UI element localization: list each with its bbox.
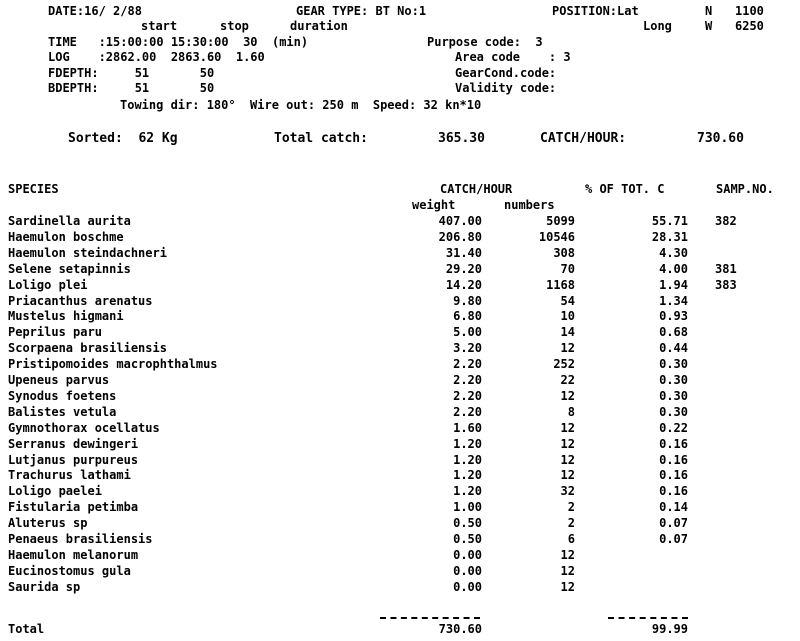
weight-value: 1.60	[453, 421, 482, 435]
species-name: Haemulon melanorum	[8, 548, 139, 562]
pct-value: 0.16	[659, 468, 688, 482]
stop-column-label: stop	[220, 19, 249, 33]
weight-value: 0.00	[453, 564, 482, 578]
species-name: Synodus foetens	[8, 389, 117, 403]
weight-total-rule	[380, 617, 480, 619]
numbers-header: numbers	[504, 198, 555, 212]
weight-value: 1.00	[453, 500, 482, 514]
numbers-value: 8	[567, 405, 575, 419]
species-header: SPECIES	[8, 182, 59, 196]
samp-no-value: 381	[715, 262, 737, 276]
pct-value: 0.16	[659, 453, 688, 467]
species-name: Balistes vetula	[8, 405, 117, 419]
weight-value: 0.00	[453, 548, 482, 562]
species-name: Loligo paelei	[8, 484, 102, 498]
pct-value: 0.30	[659, 389, 688, 403]
total-catch-value: 365.30	[438, 131, 485, 146]
total-pct-value: 99.99	[651, 622, 688, 636]
gearcond-code: GearCond.code:	[455, 66, 557, 80]
pct-value: 0.22	[659, 421, 688, 435]
weight-value: 1.20	[453, 453, 482, 467]
pct-total-header: % OF TOT. C	[585, 182, 665, 196]
validity-code: Validity code:	[455, 81, 557, 95]
area-code: Area code : 3	[455, 50, 571, 64]
species-name: Upeneus parvus	[8, 373, 110, 387]
numbers-value: 54	[560, 294, 575, 308]
weight-value: 407.00	[438, 214, 482, 228]
species-name: Eucinostomus gula	[8, 564, 131, 578]
numbers-value: 12	[560, 564, 575, 578]
weight-value: 206.80	[438, 230, 482, 244]
species-name: Loligo plei	[8, 278, 88, 292]
numbers-value: 2	[567, 516, 575, 530]
pct-value: 0.68	[659, 325, 688, 339]
pct-value: 0.07	[659, 516, 688, 530]
pct-value: 28.31	[651, 230, 688, 244]
pct-value: 0.16	[659, 484, 688, 498]
species-name: Saurida sp	[8, 580, 81, 594]
weight-value: 0.50	[453, 532, 482, 546]
pct-value: 0.14	[659, 500, 688, 514]
gear-type-field: GEAR TYPE: BT No:1	[296, 4, 427, 18]
weight-value: 29.20	[445, 262, 482, 276]
lat-hemisphere: N	[705, 4, 713, 18]
position-label: POSITION:Lat	[552, 4, 639, 18]
weight-value: 1.20	[453, 484, 482, 498]
pct-value: 0.44	[659, 341, 688, 355]
numbers-value: 12	[560, 421, 575, 435]
weight-value: 6.80	[453, 309, 482, 323]
pct-value: 1.34	[659, 294, 688, 308]
weight-value: 0.00	[453, 580, 482, 594]
date-field: DATE:16/ 2/88	[48, 4, 142, 18]
weight-value: 2.20	[453, 389, 482, 403]
species-name: Scorpaena brasiliensis	[8, 341, 167, 355]
species-name: Gymnothorax ocellatus	[8, 421, 160, 435]
lat-value: 1100	[735, 4, 764, 18]
purpose-code: Purpose code: 3	[427, 35, 543, 49]
numbers-value: 12	[560, 437, 575, 451]
pct-value: 4.00	[659, 262, 688, 276]
species-name: Penaeus brasiliensis	[8, 532, 153, 546]
pct-value: 0.30	[659, 357, 688, 371]
weight-value: 3.20	[453, 341, 482, 355]
total-label: Total	[8, 622, 45, 636]
pct-value: 0.07	[659, 532, 688, 546]
numbers-value: 12	[560, 389, 575, 403]
catch-hour-header: CATCH/HOUR	[440, 182, 513, 196]
numbers-value: 1168	[546, 278, 575, 292]
catch-hour-value: 730.60	[697, 131, 744, 146]
species-name: Sardinella aurita	[8, 214, 131, 228]
samp-no-value: 383	[715, 278, 737, 292]
numbers-value: 5099	[546, 214, 575, 228]
numbers-value: 12	[560, 468, 575, 482]
numbers-value: 10	[560, 309, 575, 323]
numbers-value: 2	[567, 500, 575, 514]
weight-value: 1.20	[453, 468, 482, 482]
numbers-value: 12	[560, 548, 575, 562]
bdepth-row: BDEPTH: 51 50	[48, 81, 215, 95]
sorted-weight: Sorted: 62 Kg	[68, 131, 178, 146]
numbers-value: 14	[560, 325, 575, 339]
species-name: Lutjanus purpureus	[8, 453, 139, 467]
weight-value: 2.20	[453, 405, 482, 419]
pct-value: 0.30	[659, 373, 688, 387]
weight-value: 5.00	[453, 325, 482, 339]
long-label: Long	[643, 19, 672, 33]
species-name: Pristipomoides macrophthalmus	[8, 357, 218, 371]
numbers-value: 252	[553, 357, 575, 371]
species-name: Fistularia petimba	[8, 500, 139, 514]
weight-value: 31.40	[445, 246, 482, 260]
weight-header: weight	[412, 198, 456, 212]
weight-value: 2.20	[453, 357, 482, 371]
numbers-value: 10546	[538, 230, 575, 244]
weight-value: 14.20	[445, 278, 482, 292]
numbers-value: 12	[560, 580, 575, 594]
weight-value: 9.80	[453, 294, 482, 308]
log-row: LOG :2862.00 2863.60 1.60	[48, 50, 265, 64]
pct-value: 55.71	[651, 214, 688, 228]
fdepth-row: FDEPTH: 51 50	[48, 66, 215, 80]
pct-total-rule	[608, 617, 688, 619]
species-name: Serranus dewingeri	[8, 437, 139, 451]
samp-no-header: SAMP.NO.	[716, 182, 774, 196]
pct-value: 0.16	[659, 437, 688, 451]
species-name: Aluterus sp	[8, 516, 88, 530]
species-name: Haemulon boschme	[8, 230, 124, 244]
numbers-value: 12	[560, 341, 575, 355]
species-name: Mustelus higmani	[8, 309, 124, 323]
numbers-value: 32	[560, 484, 575, 498]
weight-value: 2.20	[453, 373, 482, 387]
numbers-value: 308	[553, 246, 575, 260]
pct-value: 0.30	[659, 405, 688, 419]
long-value: 6250	[735, 19, 764, 33]
total-catch-label: Total catch:	[274, 131, 368, 146]
pct-value: 0.93	[659, 309, 688, 323]
species-name: Selene setapinnis	[8, 262, 131, 276]
species-name: Haemulon steindachneri	[8, 246, 167, 260]
species-name: Trachurus lathami	[8, 468, 131, 482]
total-weight-value: 730.60	[438, 622, 482, 636]
weight-value: 0.50	[453, 516, 482, 530]
start-column-label: start	[141, 19, 178, 33]
numbers-value: 22	[560, 373, 575, 387]
long-hemisphere: W	[705, 19, 713, 33]
pct-value: 1.94	[659, 278, 688, 292]
catch-hour-label: CATCH/HOUR:	[540, 131, 627, 146]
species-name: Priacanthus arenatus	[8, 294, 153, 308]
pct-value: 4.30	[659, 246, 688, 260]
duration-column-label: duration	[290, 19, 348, 33]
samp-no-value: 382	[715, 214, 737, 228]
time-row: TIME :15:00:00 15:30:00 30 (min)	[48, 35, 309, 49]
species-name: Peprilus paru	[8, 325, 102, 339]
towing-row: Towing dir: 180° Wire out: 250 m Speed: 32 kn*10	[120, 98, 482, 112]
numbers-value: 6	[567, 532, 575, 546]
numbers-value: 70	[560, 262, 575, 276]
weight-value: 1.20	[453, 437, 482, 451]
numbers-value: 12	[560, 453, 575, 467]
